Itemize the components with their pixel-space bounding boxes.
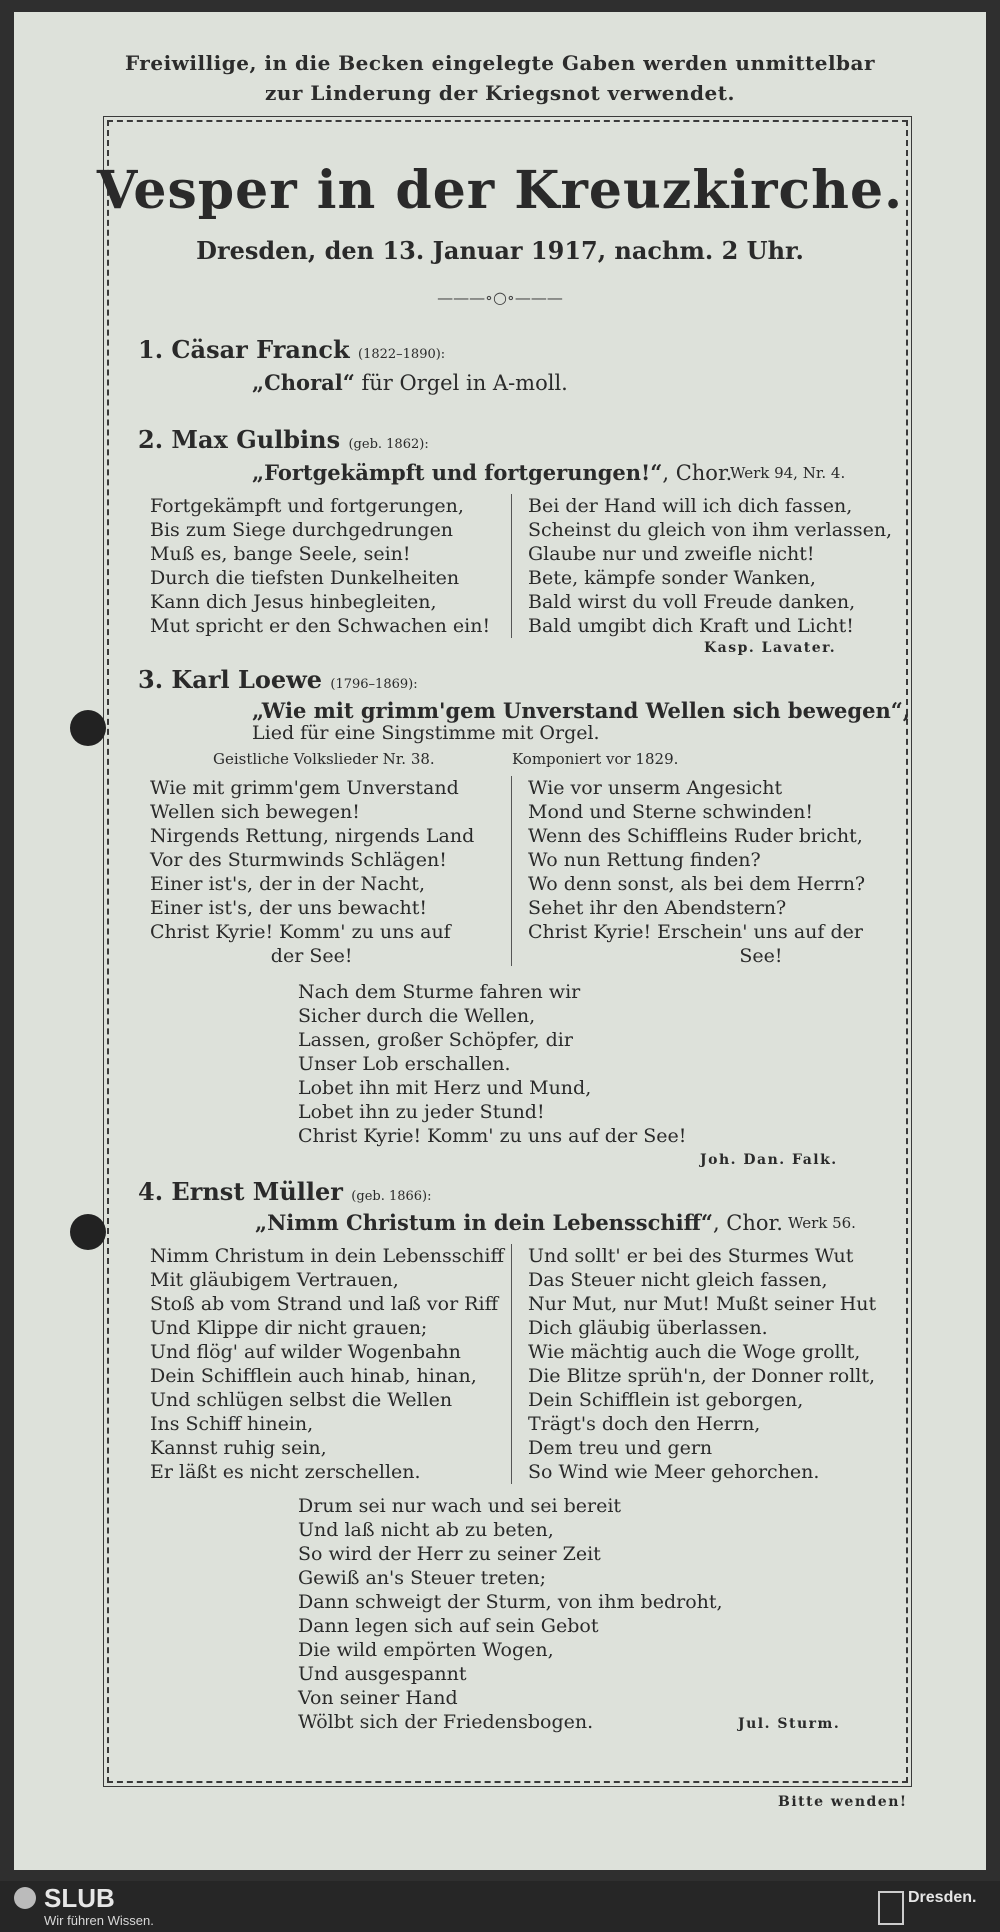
composer-dates: (geb. 1862): bbox=[348, 437, 429, 452]
composer-dates: (1796–1869): bbox=[330, 677, 418, 692]
item-2-opus: Werk 94, Nr. 4. bbox=[730, 464, 846, 482]
page-title: Vesper in der Kreuzkirche. bbox=[96, 160, 904, 221]
composer-name: Karl Loewe bbox=[171, 665, 323, 694]
item-2-verse-right: Bei der Hand will ich dich fassen, Scheinst du gleich von ihm verlassen, Glaube nur und zweifle nicht! Bete, kämpfe sonder Wanken, Bald wirst du voll Freude danken, Bald umgibt dich Kraft und Licht! bbox=[528, 495, 893, 637]
work-title: „Choral“ bbox=[252, 370, 355, 395]
library-brand[interactable]: SLUB bbox=[44, 1883, 115, 1913]
item-4-verse-right: Und sollt' er bei des Sturmes Wut Das Steuer nicht gleich fassen, Nur Mut, nur Mut! Mußt seiner Hut Dich gläubig überlassen. Wie mächtig auch die Woge grollt, Die Blitze sprüh'n, der Donner rollt, Dein Schifflein ist geborgen, Trägt's doch den Herrn, Dem treu und gern So Wind wie Meer gehorchen. bbox=[528, 1245, 877, 1483]
item-3-verse-center: Nach dem Sturme fahren wir Sicher durch die Wellen, Lassen, großer Schöpfer, dir Unser Lob erschallen. Lobet ihn mit Herz und Mund, Lobet ihn zu jeder Stund! Christ Kyrie! Komm' zu uns auf der See! bbox=[298, 981, 687, 1147]
item-4-work bbox=[255, 1210, 783, 1235]
punch-hole bbox=[70, 1214, 106, 1250]
event-date: Dresden, den 13. Januar 1917, nachm. 2 Uhr. bbox=[196, 236, 804, 265]
item-number: 1. bbox=[138, 335, 164, 364]
item-2-work bbox=[252, 460, 732, 485]
work-description: , Chor. bbox=[662, 461, 733, 485]
item-3-verse-right: Wie vor unserm Angesicht Mond und Sterne schwinden! Wenn des Schiffleins Ruder bricht, Wo nun Rettung finden? Wo denn sonst, als bei dem Herrn? Sehet ihr den Abendstern? Christ Kyrie! Erschein' uns auf der See! bbox=[528, 777, 866, 967]
item-3-composed-note: Komponiert vor 1829. bbox=[512, 750, 679, 768]
item-4-verse-center: Drum sei nur wach und sei bereit Und laß nicht ab zu beten, So wird der Herr zu seiner Zeit Gewiß an's Steuer treten; Dann schweigt der Sturm, von ihm bedroht, Dann legen sich auf sein Gebot Die wild empörten Wogen, Und ausgespannt Von seiner Hand Wölbt sich der Friedensbogen. bbox=[298, 1495, 723, 1733]
item-2-author: Kasp. Lavater. bbox=[704, 640, 837, 656]
item-3-source-note: Geistliche Volkslieder Nr. 38. bbox=[213, 750, 435, 768]
ornament-divider: ———∘○∘——— bbox=[437, 288, 563, 307]
donation-notice-line-1: Freiwillige, in die Becken eingelegte Gaben werden unmittelbar bbox=[124, 51, 876, 75]
item-3-work-subtitle: Lied für eine Singstimme mit Orgel. bbox=[252, 722, 600, 744]
work-description: für Orgel in A-moll. bbox=[354, 371, 568, 395]
city-brand[interactable]: Dresden. bbox=[908, 1889, 977, 1906]
item-number: 3. bbox=[138, 665, 164, 694]
work-title: „Nimm Christum in dein Lebensschiff“ bbox=[255, 1210, 713, 1235]
composer-dates: (1822–1890): bbox=[358, 347, 446, 362]
donation-notice-line-2: zur Linderung der Kriegsnot verwendet. bbox=[265, 81, 735, 105]
composer-name: Ernst Müller bbox=[171, 1177, 343, 1206]
composer-dates: (geb. 1866): bbox=[351, 1189, 432, 1204]
item-1-work bbox=[252, 370, 568, 395]
item-3-verse-left: Wie mit grimm'gem Unverstand Wellen sich bewegen! Nirgends Rettung, nirgends Land Vor des Sturmwinds Schlägen! Einer ist's, der in der Nacht, Einer ist's, der uns bewacht! Christ Kyrie! Komm' zu uns auf der See! bbox=[150, 777, 475, 967]
column-divider bbox=[511, 776, 512, 966]
column-divider bbox=[511, 494, 512, 638]
item-4-opus: Werk 56. bbox=[788, 1214, 856, 1232]
item-number: 4. bbox=[138, 1177, 164, 1206]
item-3-work bbox=[252, 698, 910, 723]
footer-bar bbox=[0, 1881, 1000, 1932]
library-tagline: Wir führen Wissen. bbox=[44, 1913, 154, 1928]
item-2-verse-left: Fortgekämpft und fortgerungen, Bis zum Siege durchgedrungen Muß es, bange Seele, sein! Durch die tiefsten Dunkelheiten Kann dich Jesus hinbegleiten, Mut spricht er den Schwachen ein! bbox=[150, 495, 491, 637]
item-3-heading bbox=[138, 665, 418, 694]
work-description: , Chor. bbox=[712, 1211, 783, 1235]
item-3-author: Joh. Dan. Falk. bbox=[700, 1152, 838, 1168]
punch-hole bbox=[70, 710, 106, 746]
turn-page-note: Bitte wenden! bbox=[778, 1794, 908, 1810]
item-4-verse-left: Nimm Christum in dein Lebensschiff Mit gläubigem Vertrauen, Stoß ab vom Strand und laß vor Riff Und Klippe dir nicht grauen; Und flög' auf wilder Wogenbahn Dein Schifflein auch hinab, hinan, Und schlügen selbst die Wellen Ins Schiff hinein, Kannst ruhig sein, Er läßt es nicht zerschellen. bbox=[150, 1245, 504, 1483]
item-2-heading bbox=[138, 425, 429, 454]
item-4-author: Jul. Sturm. bbox=[738, 1716, 841, 1732]
item-1-heading bbox=[138, 335, 445, 364]
column-divider bbox=[511, 1244, 512, 1484]
work-title: „Fortgekämpft und fortgerungen!“ bbox=[252, 460, 663, 485]
item-4-heading bbox=[138, 1177, 432, 1206]
composer-name: Cäsar Franck bbox=[171, 335, 350, 364]
item-number: 2. bbox=[138, 425, 164, 454]
composer-name: Max Gulbins bbox=[171, 425, 341, 454]
slub-logo-icon bbox=[14, 1887, 36, 1909]
work-title: „Wie mit grimm'gem Unverstand Wellen sich bewegen“, bbox=[252, 698, 911, 723]
city-crest-icon bbox=[878, 1891, 904, 1925]
